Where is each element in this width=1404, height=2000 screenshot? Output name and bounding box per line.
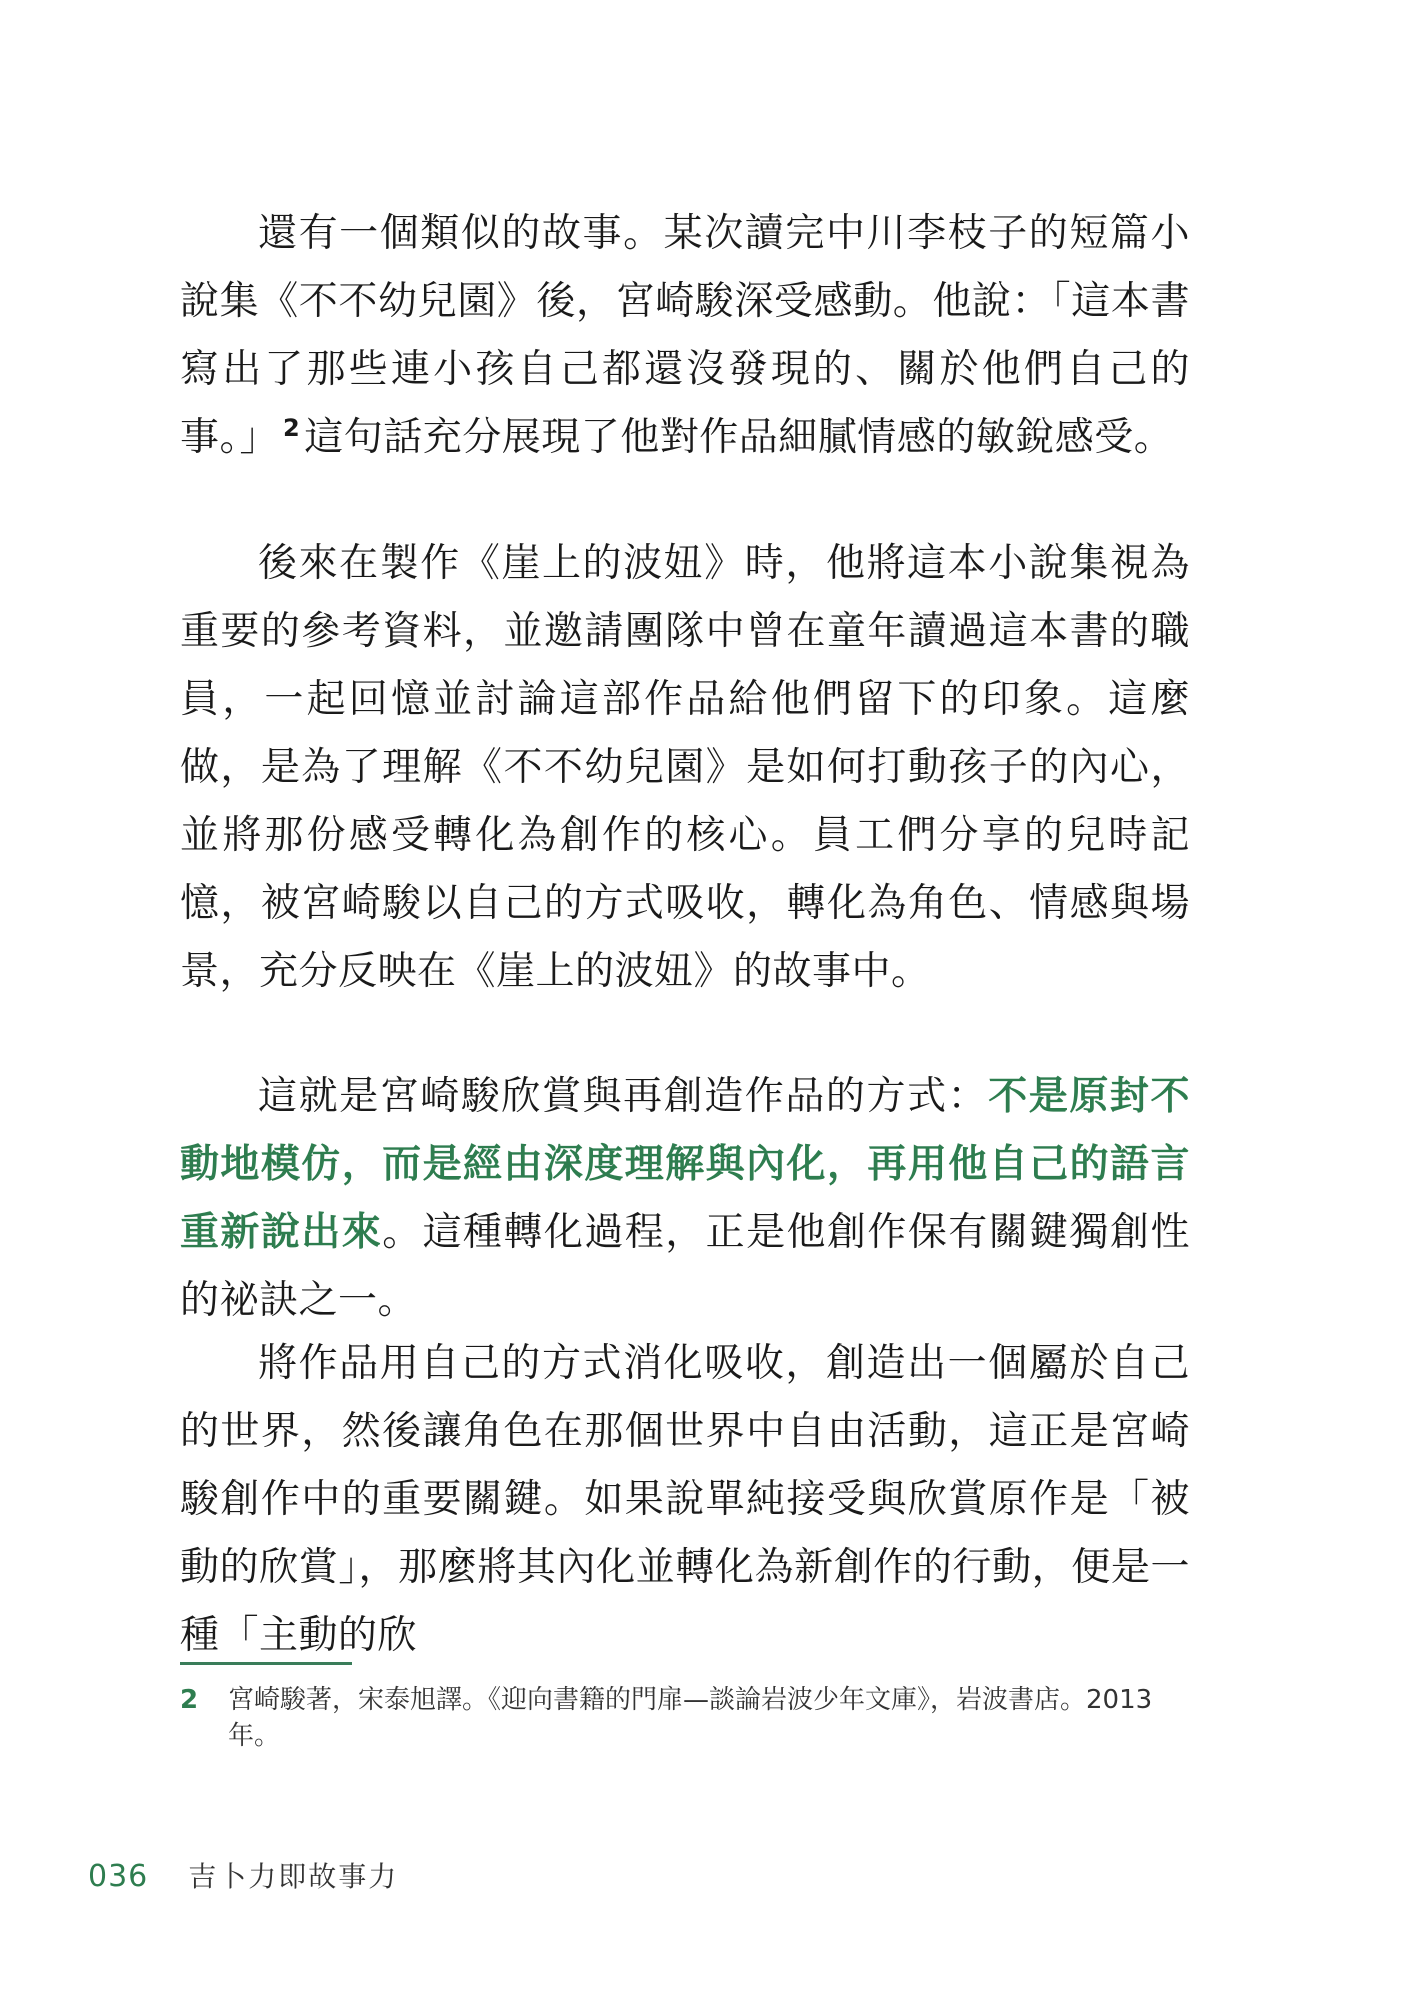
footnote-reference[interactable]: 2	[283, 414, 301, 442]
paragraph-2-text: 後來在製作《崖上的波妞》時，他將這本小說集視為重要的參考資料，並邀請團隊中曾在童年讀過這本書的職員，一起回憶並討論這部作品給他們留下的印象。這麼做，是為了理解《不不幼兒園》是如何打動孩子的內心，並將那份感受轉化為創作的核心。員工們分享的兒時記憶，被宮崎駿以自己的方式吸收，轉化為角色、情感與場景，充分反映在《崖上的波妞》的故事中。	[180, 541, 1190, 994]
paragraph-4-text: 將作品用自己的方式消化吸收，創造出一個屬於自己的世界，然後讓角色在那個世界中自由活動，這正是宮崎駿創作中的重要關鍵。如果說單純接受與欣賞原作是「被動的欣賞」，那麼將其內化並轉化為新創作的行動，便是一種「主動的欣	[180, 1341, 1190, 1658]
paragraph-1-text-before: 還有一個類似的故事。某次讀完中川李枝子的短篇小說集《不不幼兒園》後，宮崎駿深受感動。他說：「這本書寫出了那些連小孩自己都還沒發現的、關於他們自己的事。」	[180, 211, 1190, 460]
footnote-text: 宮崎駿著，宋泰旭譯。《迎向書籍的門扉—談論岩波少年文庫》，岩波書店。2013 年。	[228, 1685, 1153, 1751]
paragraph-3	[180, 1063, 1190, 1335]
book-title: 吉卜力即故事力	[188, 1860, 399, 1893]
paragraph-1	[180, 200, 1190, 472]
page-number: 036	[88, 1859, 149, 1894]
paragraph-3-text-before: 這就是宮崎駿欣賞與再創造作品的方式：	[258, 1074, 989, 1119]
paragraph-1-text-after: 這句話充分展現了他對作品細膩情感的敏銳感受。	[304, 415, 1174, 460]
paragraph-2	[180, 530, 1190, 1006]
paragraph-4	[180, 1330, 1190, 1670]
page-footer	[88, 1855, 398, 1895]
paragraph-3-text-after: 。這種轉化過程，正是他創作保有關鍵獨創性的祕訣之一。	[180, 1210, 1190, 1323]
footnote-number: 2	[180, 1685, 199, 1715]
highlighted-text: 不是原封不動地模仿，而是經由深度理解與內化，再用他自己的語言重新說出來	[180, 1074, 1190, 1255]
footnote-divider	[180, 1662, 352, 1665]
footnote	[180, 1682, 1210, 1754]
